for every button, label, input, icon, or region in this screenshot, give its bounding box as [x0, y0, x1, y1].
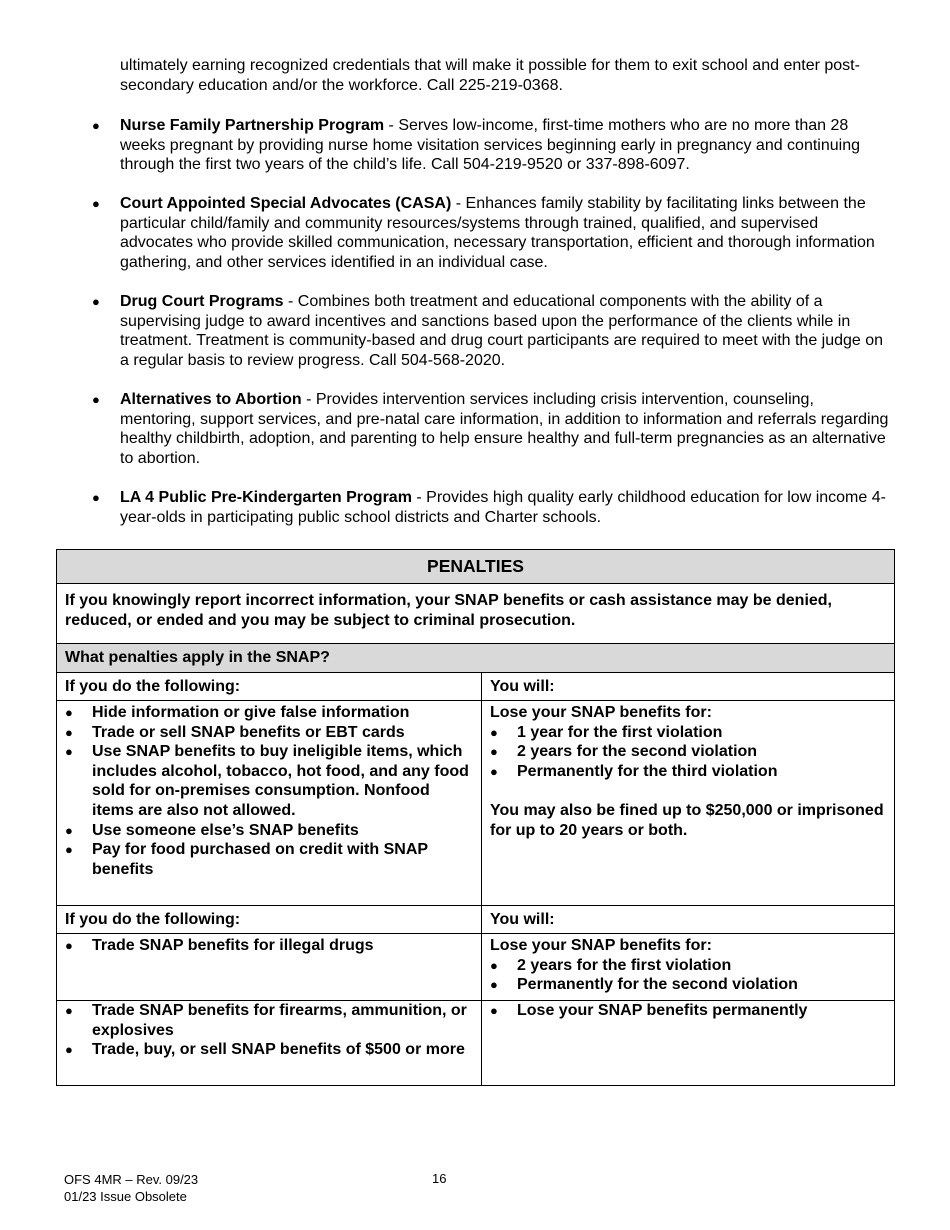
- program-title: Nurse Family Partnership Program: [120, 117, 385, 134]
- list-item: ● Trade, buy, or sell SNAP benefits of $500 or more: [65, 1041, 465, 1059]
- column-header-results: You will:: [482, 673, 895, 701]
- bullet-icon: ●: [65, 724, 73, 740]
- footer-form-info: [64, 1171, 198, 1205]
- program-title: Drug Court Programs: [120, 293, 284, 311]
- list-item: [0, 292, 890, 370]
- column-header-actions: If you do the following:: [57, 906, 482, 934]
- bullet-icon: ●: [92, 196, 100, 212]
- bullet-icon: ●: [65, 822, 73, 838]
- bullet-icon: ●: [490, 977, 498, 993]
- bullet-icon: ●: [92, 392, 100, 408]
- bullet-icon: ●: [92, 489, 100, 505]
- bullet-icon: ●: [92, 118, 100, 133]
- bullet-icon: ●: [490, 744, 498, 760]
- row3-result-list: [490, 1001, 886, 1021]
- bullet-icon: ●: [490, 724, 498, 740]
- footer-obsolete-note: 01/23 Issue Obsolete: [64, 1189, 187, 1204]
- bullet-icon: ●: [92, 294, 100, 310]
- column-header-actions: If you do the following:: [57, 673, 482, 701]
- list-item: ● Permanently for the third violation: [490, 762, 778, 780]
- penalties-question: What penalties apply in the SNAP?: [57, 644, 895, 673]
- list-item: ● Lose your SNAP benefits permanently: [490, 1002, 808, 1019]
- list-item: [0, 390, 890, 468]
- list-item: ● Trade SNAP benefits for firearms, ammunition, or explosives: [65, 1002, 467, 1039]
- list-item: ● Pay for food purchased on credit with SNAP benefits: [65, 841, 428, 878]
- row1-actions-cell: [57, 701, 482, 906]
- footer-form-number: OFS 4MR – Rev. 09/23: [64, 1172, 199, 1187]
- row2-action-list: [65, 936, 473, 956]
- bullet-icon: ●: [65, 938, 73, 953]
- row3-actions-cell: [57, 1001, 482, 1086]
- bullet-icon: ●: [65, 1042, 73, 1058]
- list-item: [0, 488, 890, 527]
- list-item: ● Use someone else’s SNAP benefits: [65, 821, 359, 839]
- program-title: Alternatives to Abortion: [120, 391, 302, 409]
- row1-fine-note: You may also be fined up to $250,000 or imprisoned for up to 20 years or both.: [490, 801, 884, 839]
- row2-results-cell: [482, 934, 895, 1001]
- bullet-icon: ●: [490, 957, 498, 973]
- list-item: ● 2 years for the first violation: [490, 956, 732, 974]
- column-header-results: You will:: [482, 906, 895, 934]
- row1-results-cell: [482, 701, 895, 906]
- row3-action-list: [65, 1001, 473, 1060]
- bullet-icon: ●: [65, 1003, 73, 1018]
- list-item: ● Trade SNAP benefits for illegal drugs: [65, 937, 374, 954]
- bullet-icon: ●: [490, 763, 498, 779]
- list-item: [0, 194, 890, 272]
- program-list: [0, 116, 950, 547]
- list-item: ● Hide information or give false information: [65, 704, 410, 721]
- program-description: - Provides intervention services including crisis intervention, counseling, mentoring, support services, and pre-natal care information, in addition to information and referrals regarding healthy childbirth, adoption, and parenting to help ensure healthy and full-term pregnancies as an alternative to abortion.: [120, 391, 889, 467]
- list-item: ● 1 year for the first violation: [490, 723, 723, 741]
- penalties-title: PENALTIES: [57, 550, 895, 584]
- row2-result-list: [490, 956, 886, 995]
- row3-results-cell: [482, 1001, 895, 1086]
- list-item: ● Trade or sell SNAP benefits or EBT cards: [65, 723, 405, 741]
- row1-action-list: [65, 703, 473, 879]
- row1-results-lead: Lose your SNAP benefits for:: [490, 704, 712, 721]
- program-description: - Provides high quality early childhood education for low income 4-year-olds in participating public school districts and Charter schools.: [120, 488, 886, 526]
- program-description: - Combines both treatment and educational components with the ability of a supervising judge to award incentives and sanctions based upon the performance of the clients while in treatment. Treatment is community-based and drug court participants are required to meet with the judge on a regular basis to review progress. Call 504-568-2020.: [120, 293, 884, 369]
- bullet-icon: ●: [65, 705, 73, 720]
- list-item: ● Permanently for the second violation: [490, 976, 798, 994]
- row2-actions-cell: [57, 934, 482, 1001]
- list-item: ● Use SNAP benefits to buy ineligible items, which includes alcohol, tobacco, hot food, and any food sold for on-premises consumption. Nonfood items are also not allowed.: [65, 743, 469, 819]
- row2-results-lead: Lose your SNAP benefits for:: [490, 937, 712, 954]
- program-description: - Serves low-income, first-time mothers who are no more than 28 weeks pregnant by providing nurse home visitation services beginning early in pregnancy and continuing through the first two years of the child’s life. Call 504-219-9520 or 337-898-6097.: [120, 117, 860, 174]
- bullet-icon: ●: [65, 744, 73, 760]
- penalties-warning: If you knowingly report incorrect information, your SNAP benefits or cash assistance may be denied, reduced, or ended and you may be subject to criminal prosecution.: [57, 584, 895, 644]
- row1-result-list: [490, 723, 886, 782]
- program-description: - Enhances family stability by facilitating links between the particular child/family and community resources/systems through trained, qualified, and supervised advocates who provide skilled communication, necessary transportation, efficient and thorough information gathering, and other services identified in an individual case.: [120, 195, 875, 272]
- bullet-icon: ●: [490, 1003, 498, 1018]
- bullet-icon: ●: [65, 842, 73, 858]
- program-title: Court Appointed Special Advocates (CASA): [120, 195, 452, 213]
- list-item: [0, 116, 890, 175]
- page-number: 16: [432, 1171, 447, 1186]
- penalties-table: [56, 549, 895, 1086]
- intro-paragraph: ultimately earning recognized credentials that will make it possible for them to exit school and enter post-secondary education and/or the workforce. Call 225-219-0368.: [120, 57, 860, 94]
- list-item: ● 2 years for the second violation: [490, 743, 758, 761]
- program-title: LA 4 Public Pre-Kindergarten Program: [120, 488, 412, 506]
